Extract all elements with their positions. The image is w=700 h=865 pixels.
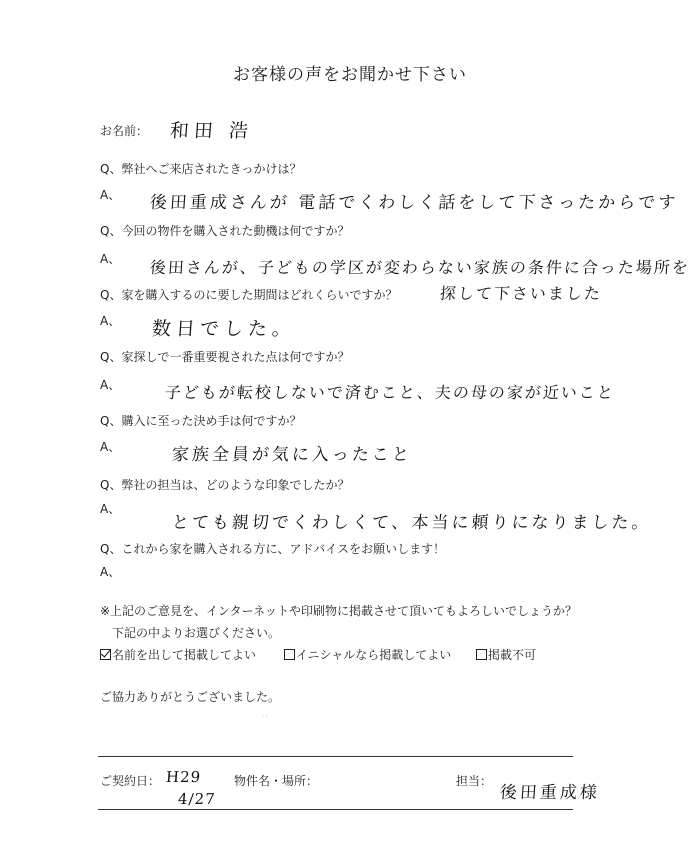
answer-2-text-line2: 探して下さいました [439, 284, 603, 303]
question-6: Q、弊社の担当は、どのような印象でしたか？ [100, 478, 350, 492]
consent-instruction: 下記の中よりお選びください。 [112, 626, 281, 640]
answer-6-text: とても親切でくわしくて、本当に頼りになりました。 [171, 513, 653, 533]
consent-option-name-label: 名前を出して掲載してよい [112, 648, 257, 662]
consent-option-initials[interactable] [284, 646, 451, 663]
answer-4-label: A、 [100, 378, 121, 392]
question-2: Q、今回の物件を購入された動機は何ですか？ [100, 224, 350, 238]
thanks-text: ご協力ありがとうございました。 [100, 690, 281, 704]
property-label: 物件名・場所： [234, 774, 319, 788]
contract-date-day: 4/27 [177, 790, 217, 808]
customer-name: 和田 浩 [169, 120, 254, 142]
form-title: お客様の声をお聞かせ下さい [233, 65, 467, 85]
answer-2-text: 後田さんが、子どもの学区が変わらない家族の条件に合った場所を [149, 258, 691, 277]
contract-date-label: ご契約日： [100, 774, 161, 788]
answer-6-label: A、 [100, 502, 121, 516]
question-5: Q、購入に至った決め手は何ですか？ [100, 414, 302, 428]
footer-bottom-rule [98, 809, 573, 810]
answer-4-text: 子どもが転校しないで済むこと、夫の母の家が近いこと [164, 383, 616, 402]
answer-3-text: 数日でした。 [151, 318, 297, 340]
consent-option-decline[interactable] [476, 646, 536, 663]
consent-option-initials-label: イニシャルなら掲載してよい [296, 648, 452, 662]
consent-option-name[interactable] [100, 646, 256, 663]
name-label: お名前： [100, 124, 149, 138]
footer-top-rule [98, 756, 573, 757]
scan-specks: · · [262, 713, 268, 720]
answer-5-text: 家族全員が気に入ったこと [171, 445, 413, 465]
answer-3-label: A、 [100, 314, 121, 328]
checkbox-icon[interactable] [476, 649, 487, 660]
checkbox-icon[interactable] [284, 649, 295, 660]
question-3: Q、家を購入するのに要した期間はどれくらいですか？ [100, 288, 398, 302]
consent-question: ※上記のご意見を、インターネットや印刷物に掲載させて頂いてもよろしいでしょうか？ [100, 604, 577, 618]
question-7: Q、これから家を購入される方に、アドバイスをお願いします！ [100, 542, 446, 556]
answer-1-label: A、 [100, 188, 121, 202]
question-4: Q、家探しで一番重要視された点は何ですか？ [100, 350, 350, 364]
staff-label: 担当： [456, 774, 493, 788]
answer-5-label: A、 [100, 440, 121, 454]
consent-option-decline-label: 掲載不可 [488, 648, 537, 662]
checked-checkbox-icon[interactable] [100, 649, 111, 660]
question-1: Q、弊社へご来店されたきっかけは？ [100, 162, 302, 176]
answer-2-label: A、 [100, 252, 121, 266]
staff-name: 後田重成様 [499, 783, 601, 803]
answer-1-text: 後田重成さんが 電話でくわしく話をして下さったからです [149, 193, 679, 213]
answer-7-label: A、 [100, 565, 121, 579]
contract-date-year: H29 [165, 768, 202, 786]
